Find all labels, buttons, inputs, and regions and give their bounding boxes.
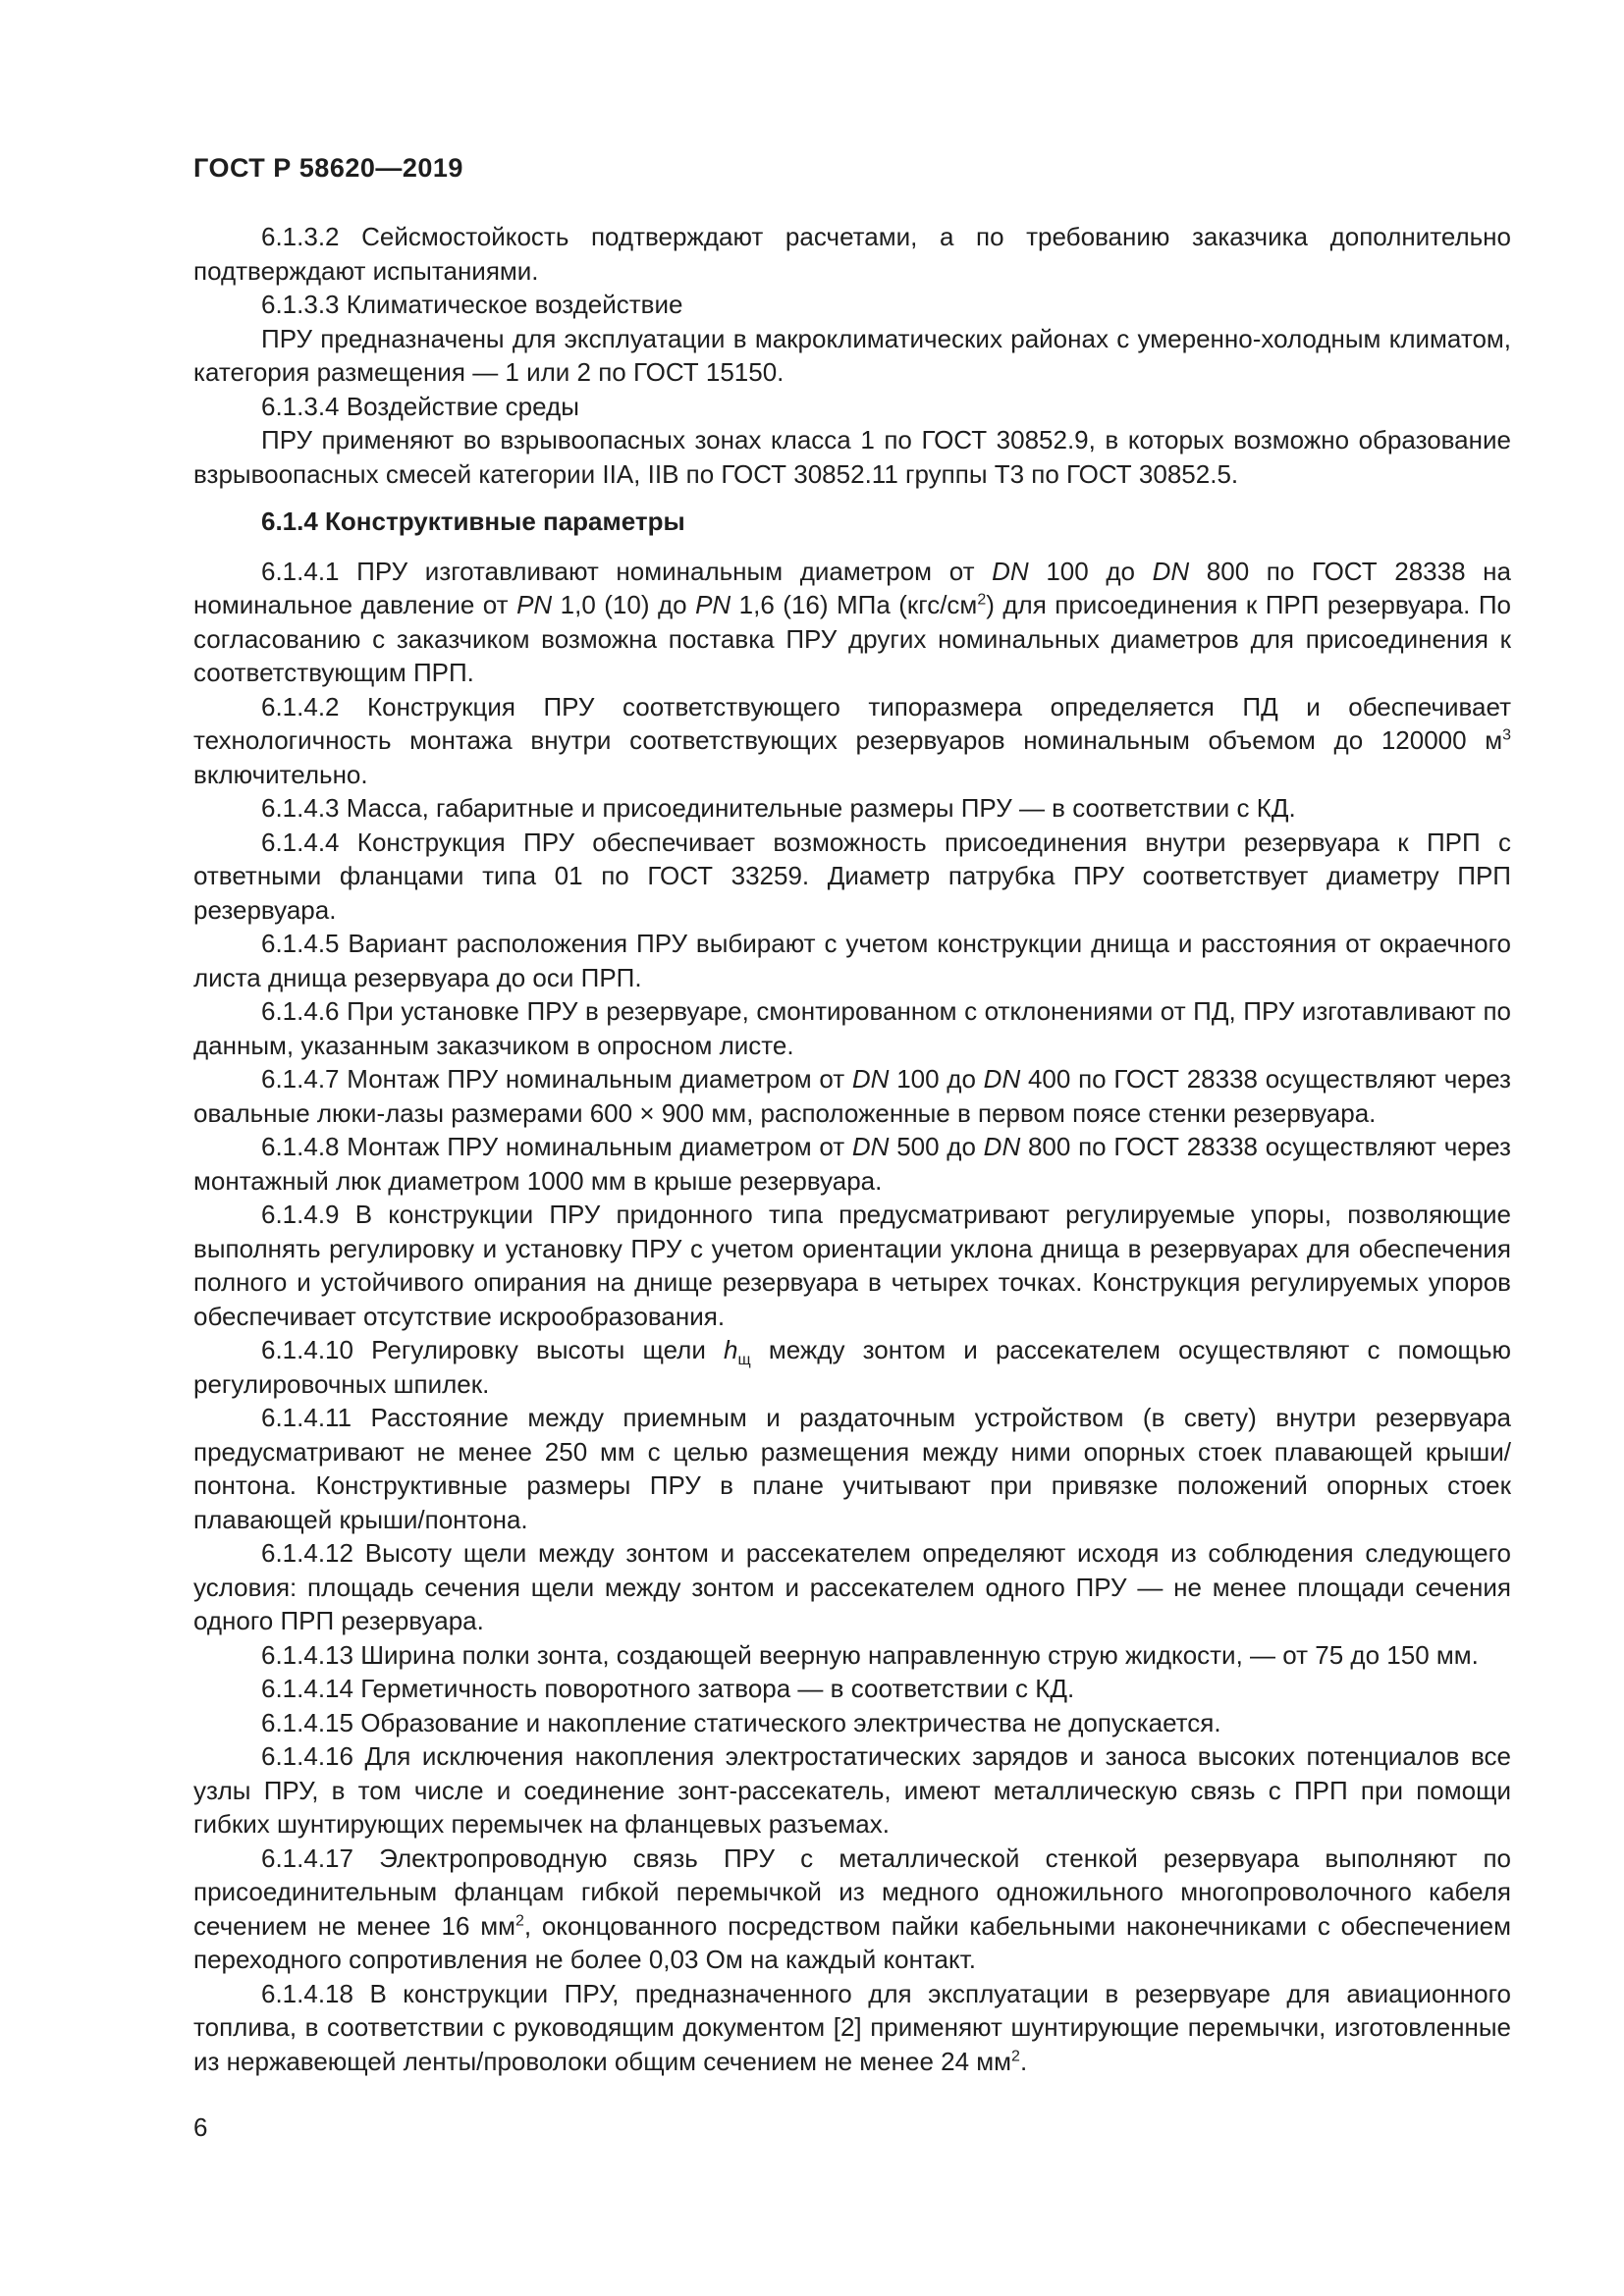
paragraph-6-1-4-9: 6.1.4.9 В конструкции ПРУ придонного типа предусматривают регулируемые упоры, позволяющие выполнять регулировку и установку ПРУ с учетом ориентации уклона днища в резервуарах для обеспечения полного и устойчивого опирания на днище резервуара в четырех точках. Конструкция регулируемых упоров обеспечивает отсутствие искрообразования.: [193, 1200, 1511, 1331]
paragraph-6-1-4-8: 6.1.4.8 Монтаж ПРУ номинальным диаметром от DN 500 до DN 800 по ГОСТ 28338 осуществляют через монтажный люк диаметром 1000 мм в крыше резервуара.: [193, 1132, 1511, 1196]
paragraph-6-1-4-15: 6.1.4.15 Образование и накопление статического электричества не допускается.: [261, 1707, 1221, 1737]
paragraph-6-1-4-14: 6.1.4.14 Герметичность поворотного затвора — в соответствии с КД.: [261, 1674, 1075, 1703]
paragraph-6-1-3-4: 6.1.3.4 Воздействие среды: [261, 391, 579, 421]
paragraph-6-1-4-3: 6.1.4.3 Масса, габаритные и присоединительные размеры ПРУ — в соответствии с КД.: [261, 793, 1296, 823]
section-heading-6-1-4: 6.1.4 Конструктивные параметры: [261, 507, 685, 536]
paragraph-environment: ПРУ применяют во взрывоопасных зонах класса 1 по ГОСТ 30852.9, в которых возможно образование взрывоопасных смесей категории IIA, IIB по ГОСТ 30852.11 группы Т3 по ГОСТ 30852.5.: [193, 425, 1511, 489]
paragraph-6-1-4-5: 6.1.4.5 Вариант расположения ПРУ выбирают с учетом конструкции днища и расстояния от окраечного листа днища резервуара до оси ПРП.: [193, 929, 1511, 992]
paragraph-6-1-4-4: 6.1.4.4 Конструкция ПРУ обеспечивает возможность присоединения внутри резервуара к ПРП с ответными фланцами типа 01 по ГОСТ 33259. Диаметр патрубка ПРУ соответствует диаметру ПРП резервуара.: [193, 827, 1511, 925]
paragraph-6-1-4-12: 6.1.4.12 Высоту щели между зонтом и рассекателем определяют исходя из соблюдения следующего условия: площадь сечения щели между зонтом и рассекателем одного ПРУ — не менее площади сечения одного ПРП резервуара.: [193, 1538, 1511, 1635]
paragraph-6-1-3-2: 6.1.3.2 Сейсмостойкость подтверждают расчетами, а по требованию заказчика дополнительно подтверждают испытаниями.: [193, 222, 1511, 286]
paragraph-6-1-4-11: 6.1.4.11 Расстояние между приемным и раздаточным устройством (в свету) внутри резервуара предусматривают не менее 250 мм с целью размещения между ними опорных стоек плавающей крыши/понтона. Конструктивные размеры ПРУ в плане учитывают при привязке положений опорных стоек плавающей крыши/понтона.: [193, 1403, 1511, 1534]
document-body: [193, 220, 1511, 2078]
document-header: ГОСТ Р 58620—2019: [193, 153, 463, 183]
paragraph-6-1-4-2: 6.1.4.2 Конструкция ПРУ соответствующего типоразмера определяется ПД и обеспечивает технологичность монтажа внутри соответствующих резервуаров номинальным объемом до 120000 $м^3$ включительно.: [193, 691, 1511, 789]
paragraph-6-1-4-16: 6.1.4.16 Для исключения накопления электростатических зарядов и заноса высоких потенциалов все узлы ПРУ, в том числе и соединение зонт-рассекатель, имеют металлическую связь с ПРП при помощи гибких шунтирующих перемычек на фланцевых разъемах.: [193, 1741, 1511, 1839]
paragraph-6-1-4-13: 6.1.4.13 Ширина полки зонта, создающей веерную направленную струю жидкости, — от 75 до 150 мм.: [261, 1639, 1479, 1670]
paragraph-6-1-4-10: 6.1.4.10 Регулировку высоты щели $h_щ$ между зонтом и рассекателем осуществляют с помощью регулировочных шпилек.: [193, 1335, 1511, 1399]
paragraph-6-1-4-6: 6.1.4.6 При установке ПРУ в резервуаре, смонтированном с отклонениями от ПД, ПРУ изготавливают по данным, указанным заказчиком в опросном листе.: [193, 996, 1511, 1060]
paragraph-climate: ПРУ предназначены для эксплуатации в макроклиматических районах с умеренно-холодным климатом, категория размещения — 1 или 2 по ГОСТ 15150.: [193, 323, 1511, 387]
paragraph-6-1-4-18: 6.1.4.18 В конструкции ПРУ, предназначенного для эксплуатации в резервуаре для авиационного топлива, в соответствии с руководящим документом [2] применяют шунтирующие перемычки, изготовленные из нержавеющей ленты/проволоки общим сечением не менее 24 $мм^2$.: [193, 1978, 1511, 2076]
page-number: 6: [193, 2112, 208, 2142]
paragraph-6-1-4-17: 6.1.4.17 Электропроводную связь ПРУ с металлической стенкой резервуара выполняют по присоединительным фланцам гибкой перемычкой из медного одножильного многопроволочного кабеля сечением не менее 16 $мм^2$, оконцованного посредством пайки кабельными наконечниками с обеспечением переходного сопротивления не более 0,03 Ом на каждый контакт.: [193, 1842, 1511, 1974]
paragraph-6-1-4-1: 6.1.4.1 ПРУ изготавливают номинальным диаметром от DN 100 до DN 800 по ГОСТ 28338 на номинальное давление от PN 1,0 (10) до PN 1,6 (16) МПа $(кгс/см^2)$ для присоединения к ПРП резервуара. По согласованию с заказчиком возможна поставка ПРУ других номинальных диаметров для присоединения к соответствующим ПРП.: [193, 556, 1511, 687]
paragraph-6-1-3-3: 6.1.3.3 Климатическое воздействие: [261, 290, 683, 319]
paragraph-6-1-4-7: 6.1.4.7 Монтаж ПРУ номинальным диаметром от DN 100 до DN 400 по ГОСТ 28338 осуществляют через овальные люки-лазы размерами 600 × 900 мм, расположенные в первом поясе стенки резервуара.: [193, 1064, 1511, 1128]
